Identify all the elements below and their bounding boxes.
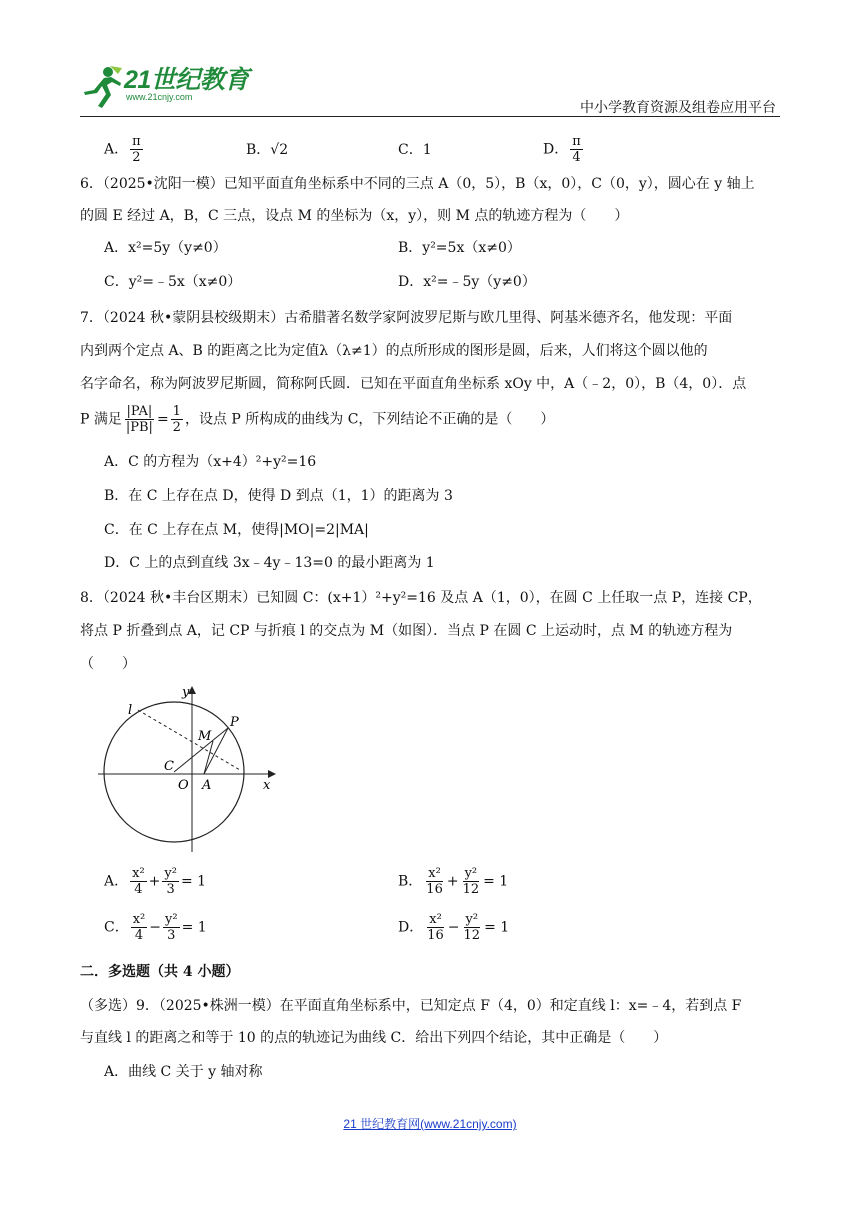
frac-num: π: [132, 134, 141, 149]
frac-den: 4: [134, 928, 144, 943]
frac-num: y²: [464, 866, 478, 881]
frac-den: 16: [426, 882, 443, 897]
frac-num: x²: [132, 866, 145, 881]
label-p: P: [230, 715, 239, 730]
frac: [130, 866, 147, 897]
frac-den: 3: [166, 882, 175, 897]
q8-option-c: [104, 912, 207, 943]
q8-option-a: [104, 866, 206, 897]
frac-den: 4: [134, 882, 143, 897]
q7-option-b: B．在 C 上存在点 D，使得 D 到点（1，1）的距离为 3: [104, 488, 453, 504]
option-label: D．: [398, 919, 424, 936]
frac-num: |PA|: [126, 404, 153, 419]
q9-stem-line2: 与直线 l 的距离之和等于 10 的点的轨迹记为曲线 C．给出下列四个结论，其中正确是（ ）: [80, 1030, 668, 1046]
q7-stem-line2: 内到两个定点 A、B 的距离之比为定值λ（λ≠1）的点所形成的图形是圆，后来，人们将这个圆以他的: [80, 343, 708, 359]
frac-den: 12: [462, 882, 480, 897]
rhs: = 1: [180, 873, 207, 890]
frac-den: 2: [172, 420, 181, 435]
q7-option-c: C．在 C 上存在点 M，使得|MO|=2|MA|: [104, 522, 369, 538]
q6-option-d: D．x²=﹣5y（y≠0）: [398, 274, 536, 290]
q8-stem-line1: 8．（2024 秋•丰台区期末）已知圆 C：(x+1）²+y²=16 及点 A（1，0），在圆 C 上任取一点 P，连接 CP，: [80, 590, 762, 606]
rhs: = 1: [483, 873, 509, 890]
frac: [461, 866, 482, 897]
frac-num: 1: [172, 404, 181, 419]
header-title: 中小学教育资源及组卷应用平台: [580, 99, 776, 115]
fold-line-l: [138, 710, 240, 770]
operator: +: [446, 873, 459, 890]
q7-stem-line3: 名字命名，称为阿波罗尼斯圆，简称阿氏圆．已知在平面直角坐标系 xOy 中，A（﹣2，0），B（4，0）．点: [80, 376, 747, 392]
q7-ratio-frac: [124, 404, 155, 435]
frac-den: |PB|: [125, 420, 153, 435]
frac: [131, 912, 148, 943]
frac-num: x²: [132, 912, 146, 927]
label-o: O: [178, 778, 189, 793]
frac-den: 3: [167, 928, 176, 943]
frac-num: y²: [164, 866, 177, 881]
option-label: C．: [104, 919, 129, 936]
q6-option-a: A．x²=5y（y≠0）: [104, 240, 227, 256]
frac: [163, 912, 180, 943]
frac: [462, 912, 483, 943]
frac: [425, 912, 446, 943]
option-label: B．: [398, 873, 423, 890]
rhs: = 1: [484, 919, 510, 936]
q6-option-b: B．y²=5x（x≠0）: [398, 240, 521, 256]
q5-option-a: [104, 134, 145, 165]
q6-stem-line1: 6．（2025•沈阳一模）已知平面直角坐标系中不同的三点 A（0，5），B（x，0），C（0，y），圆心在 y 轴上: [80, 176, 755, 192]
q6-option-c: C．y²=﹣5x（x≠0）: [104, 274, 242, 290]
frac-num: x²: [429, 912, 442, 927]
q5-option-a-frac: [130, 134, 143, 165]
q9-stem-line1: （多选）9．（2025•株洲一模）在平面直角坐标系中，已知定点 F（4，0）和定直线 l：x=﹣4，若到点 F: [80, 998, 742, 1014]
q5-option-d-label: D．: [543, 141, 569, 158]
q8-option-d: [398, 912, 509, 943]
q5-option-b: B．√2: [246, 142, 289, 158]
q8-figure: [98, 684, 278, 854]
section-title-multi-choice: 二．多选题（共 4 小题）: [80, 964, 240, 980]
frac-num: π: [572, 134, 581, 149]
rhs: = 1: [181, 919, 207, 936]
frac-den: 12: [463, 928, 481, 943]
q8-stem-line2: 将点 P 折叠到点 A，记 CP 与折痕 l 的交点为 M（如图）．当点 P 在圆 C 上运动时，点 M 的轨迹方程为: [80, 623, 733, 639]
q5-option-a-label: A．: [104, 141, 129, 158]
q5-option-d: [543, 134, 585, 165]
q5-option-c: C．1: [398, 142, 432, 158]
q9-option-a: A．曲线 C 关于 y 轴对称: [104, 1064, 263, 1080]
q5-option-d-frac: [570, 134, 583, 165]
q8-option-b: [398, 866, 508, 897]
frac-num: y²: [165, 912, 178, 927]
footer-link[interactable]: 21 世纪教育网(www.21cnjy.com): [343, 1117, 517, 1131]
x-axis-arrow: [268, 770, 276, 778]
frac-den: 2: [132, 150, 141, 165]
q6-stem-line2: 的圆 E 经过 A，B，C 三点，设点 M 的坐标为（x，y），则 M 点的轨迹方程为（ ）: [80, 208, 629, 224]
q7-option-d: D．C 上的点到直线 3x﹣4y﹣13=0 的最小距离为 1: [104, 555, 435, 571]
frac-num: y²: [465, 912, 479, 927]
frac: [162, 866, 179, 897]
option-label: A．: [104, 873, 129, 890]
q7-text: ，设点 P 所构成的曲线为 C，下列结论不正确的是（ ）: [184, 411, 555, 428]
frac-den: 4: [572, 150, 581, 165]
label-c: C: [164, 759, 174, 774]
label-l: l: [128, 703, 133, 718]
q7-half-frac: [171, 404, 183, 435]
runner-logo-icon: [80, 64, 124, 112]
label-y: y: [182, 685, 190, 700]
frac-num: x²: [428, 866, 441, 881]
q8-stem-line3: （ ）: [80, 656, 136, 672]
q7-stem-line1: 7．（2024 秋•蒙阴县校级期末）古希腊著名数学家阿波罗尼斯与欧几里得、阿基米德齐名，他发现：平面: [80, 310, 733, 326]
site-logo: [80, 60, 260, 112]
q7-text: P 满足: [80, 411, 122, 428]
operator: −: [447, 919, 460, 936]
operator: +: [148, 873, 161, 890]
logo-text: 21世纪教育: [124, 66, 249, 94]
q7-stem-line4: [80, 404, 554, 435]
label-m: M: [198, 729, 212, 744]
operator: −: [149, 919, 161, 936]
label-a: A: [202, 778, 212, 793]
frac: [424, 866, 445, 897]
q7-option-a: A．C 的方程为（x+4）²+y²=16: [104, 454, 317, 470]
q7-eq: =: [156, 411, 169, 428]
label-x: x: [263, 778, 271, 793]
logo-url: www.21cnjy.com: [126, 92, 193, 102]
header-divider: [80, 116, 780, 117]
frac-den: 16: [427, 928, 444, 943]
